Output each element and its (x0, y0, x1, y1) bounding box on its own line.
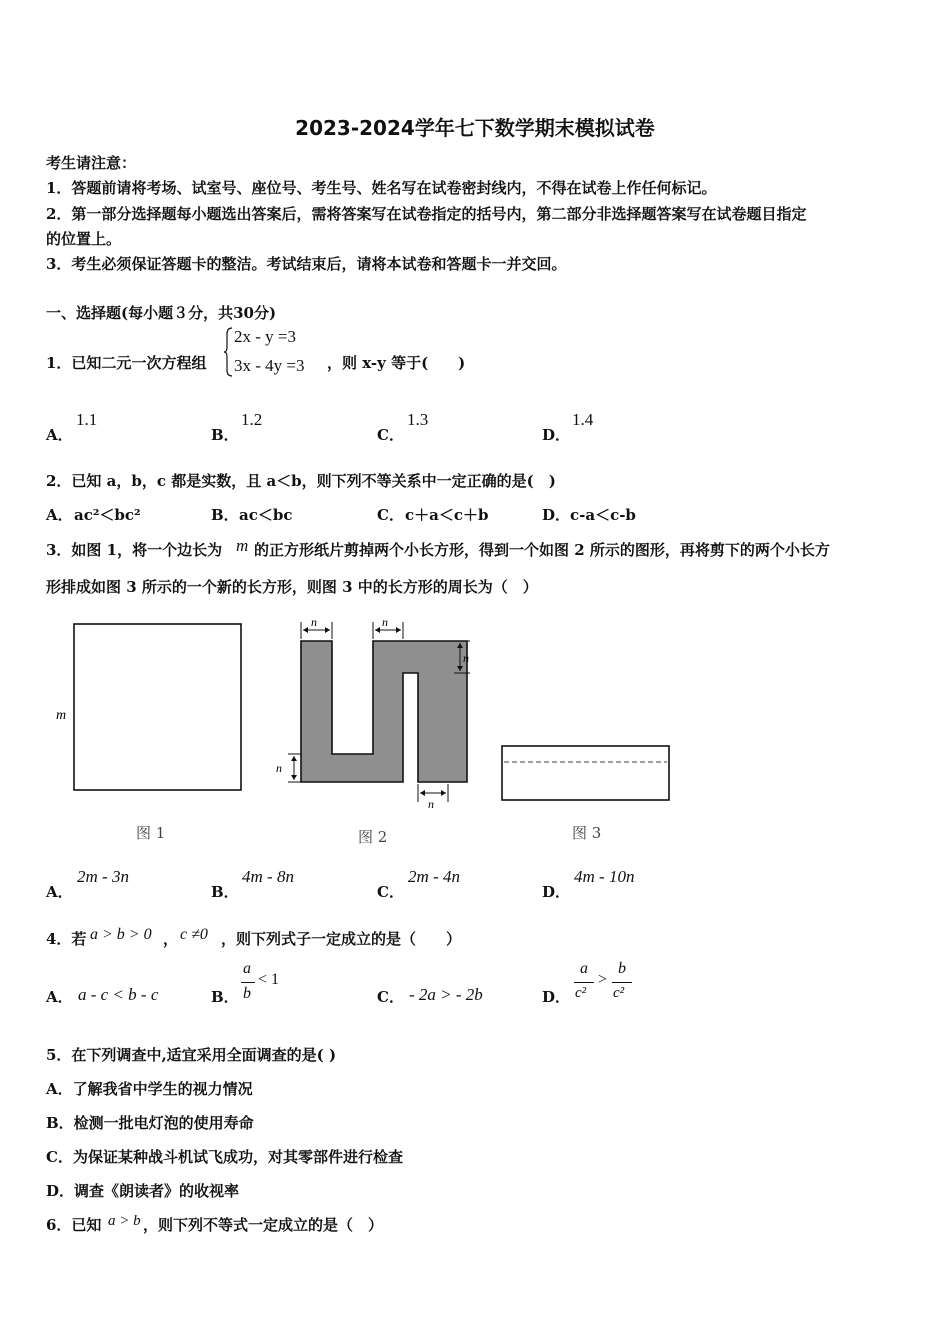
fig2-n-bottom: n (428, 797, 434, 811)
q3-line2: 形排成如图 3 所示的一个新的长方形，则图 3 中的长方形的周长为（ ） (46, 578, 538, 596)
q6-cond: a > b (108, 1213, 141, 1229)
q3-figure-2 (270, 612, 480, 812)
notice-item-2-cont: 的位置上。 (46, 230, 122, 248)
q4-option-d-num1: a (580, 960, 588, 977)
q4-option-b-den: b (243, 985, 251, 1002)
fig2-n-top-middle: n (382, 615, 388, 629)
q6-prefix: 6．已知 (46, 1216, 102, 1234)
fig2-n-top-left: n (311, 615, 317, 629)
q3-option-d-label: D． (542, 883, 571, 901)
fig1-side-label: m (56, 708, 67, 723)
q2-option-c-label: C． (377, 506, 404, 524)
q4-option-d-den1: c² (575, 985, 587, 1001)
q4-option-d-bar1 (574, 982, 594, 983)
q3-figure-3 (495, 740, 675, 804)
q2-option-c-value: c＋a＜c＋b (405, 506, 489, 524)
q1-option-a-label: A． (46, 426, 73, 444)
q1-eq1: 2x - y =3 (234, 327, 296, 346)
q1-brace (224, 326, 234, 378)
fig1-square (74, 624, 241, 790)
q3-figure-1 (50, 615, 250, 795)
q3-option-b-value: 4m - 8n (242, 867, 294, 886)
q3-option-a-value: 2m - 3n (77, 867, 129, 886)
fig2-n-left: n (276, 761, 282, 775)
q5-text: 5．在下列调查中,适宜采用全面调查的是( ) (46, 1046, 337, 1064)
q1-option-b-label: B． (211, 426, 239, 444)
q3-option-b-label: B． (211, 883, 239, 901)
notice-item-2: 2．第一部分选择题每小题选出答案后，需将答案写在试卷指定的括号内，第二部分非选择题答案写在试卷题目指定 (46, 205, 807, 223)
q4-option-d-den2: c² (613, 985, 625, 1001)
q4-option-b-fraction-bar (241, 982, 255, 983)
q4-option-a-value: a - c < b - c (78, 985, 159, 1004)
q1-suffix: ，则 x-y 等于( ) (327, 354, 466, 372)
q2-option-d-label: D． (542, 506, 571, 524)
q4-suffix: ，则下列式子一定成立的是（ ） (221, 930, 462, 948)
fig2-caption: 图 2 (358, 828, 388, 846)
q3-option-c-label: C． (377, 883, 404, 901)
notice-heading: 考生请注意： (46, 154, 137, 172)
notice-item-3: 3．考生必须保证答题卡的整洁。考试结束后，请将本试卷和答题卡一并交回。 (46, 255, 567, 273)
q4-sep: ， (163, 930, 179, 948)
q3-option-c-value: 2m - 4n (408, 867, 460, 886)
fig3-rectangle (502, 746, 669, 800)
fig2-shape (301, 641, 467, 782)
fig3-caption: 图 3 (572, 824, 602, 842)
q2-option-b-label: B． (211, 506, 239, 524)
q5-option-c: C．为保证某种战斗机试飞成功，对其零部件进行检查 (46, 1148, 403, 1166)
section-heading: 一、选择题(每小题３分，共30分) (46, 304, 277, 322)
q3-option-a-label: A． (46, 883, 73, 901)
q1-prefix: 1．已知二元一次方程组 (46, 354, 207, 372)
q4-option-d-bar2 (612, 982, 632, 983)
q2-option-b-value: ac＜bc (239, 506, 293, 524)
q4-option-c-label: C． (377, 988, 404, 1006)
q4-prefix: 4．若 (46, 930, 87, 948)
q4-option-a-label: A． (46, 988, 73, 1006)
q3-option-d-value: 4m - 10n (574, 867, 635, 886)
q4-cond1: a > b > 0 (90, 926, 152, 943)
q1-option-c-value: 1.3 (407, 410, 429, 429)
q4-option-d-num2: b (618, 960, 626, 977)
q3-line1-a: 3．如图 1，将一个边长为 (46, 541, 223, 559)
q5-option-a: A．了解我省中学生的视力情况 (46, 1080, 253, 1098)
fig2-n-right: n (463, 651, 469, 665)
q4-option-d-label: D． (542, 988, 571, 1006)
q4-option-b-num: a (243, 960, 251, 977)
q1-option-d-label: D． (542, 426, 571, 444)
q5-option-d: D．调查《朗读者》的收视率 (46, 1182, 240, 1200)
fig1-caption: 图 1 (136, 824, 166, 842)
q1-option-c-label: C． (377, 426, 404, 444)
q5-option-b: B．检测一批电灯泡的使用寿命 (46, 1114, 254, 1132)
q4-option-b-rel: < 1 (258, 971, 280, 988)
q4-option-b-label: B． (211, 988, 239, 1006)
q2-text: 2．已知 a，b，c 都是实数，且 a＜b，则下列不等关系中一定正确的是( ) (46, 472, 556, 490)
q2-option-a-value: ac²＜bc² (74, 506, 141, 524)
q3-line1-var: m (236, 536, 249, 555)
page-title: 2023-2024学年七下数学期末模拟试卷 (295, 116, 655, 140)
q2-option-a-label: A． (46, 506, 73, 524)
q1-option-b-value: 1.2 (241, 410, 263, 429)
q4-cond2: c ≠0 (180, 926, 208, 943)
q2-option-d-value: c-a＜c-b (570, 506, 636, 524)
q1-option-d-value: 1.4 (572, 410, 594, 429)
notice-item-1: 1．答题前请将考场、试室号、座位号、考生号、姓名写在试卷密封线内，不得在试卷上作任何标记。 (46, 179, 717, 197)
q1-eq2: 3x - 4y =3 (234, 356, 305, 375)
q1-option-a-value: 1.1 (76, 410, 98, 429)
q4-option-c-value: - 2a > - 2b (409, 985, 483, 1004)
q6-suffix: ，则下列不等式一定成立的是（ ） (143, 1216, 384, 1234)
q3-line1-b: 的正方形纸片剪掉两个小长方形，得到一个如图 2 所示的图形，再将剪下的两个小长方 (254, 541, 830, 559)
q4-option-d-rel: > (598, 971, 608, 988)
